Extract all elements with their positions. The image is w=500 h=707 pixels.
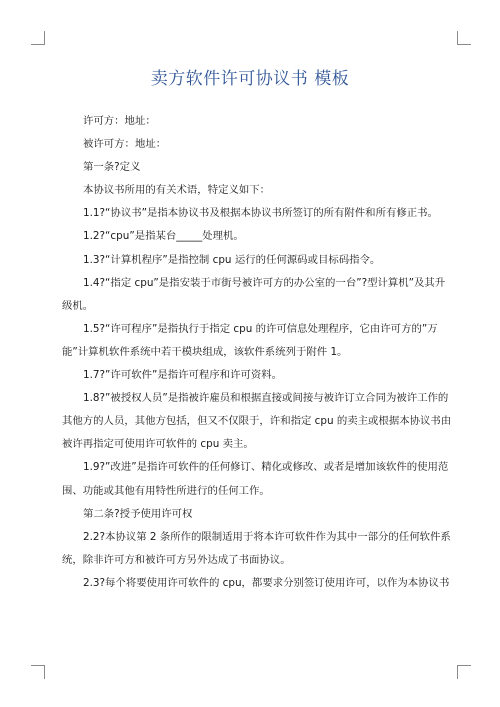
body-line: 级机。 — [62, 299, 94, 312]
document-title: 卖方软件许可协议书 模板 — [150, 69, 350, 89]
body-line: 第一条?定义 — [83, 161, 141, 174]
body-line: 1.7?”许可软件”是指许可程序和许可资料。 — [83, 369, 283, 382]
body-line: 其他方的人员，其他方包括，但又不仅限于，许和指定 cpu 的卖主或根据本协议书由 — [62, 415, 452, 428]
body-line: 1.9?”改进”是指许可软件的任何修订、精化或修改、或者是增加该软件的使用范 — [83, 461, 449, 474]
body-line: 许可方：地址： — [83, 115, 156, 127]
body-line: 被许再指定可使用许可软件的 cpu 卖主。 — [62, 438, 254, 451]
body-line: 1.3?“计算机程序”是指控制 cpu 运行的任何源码或目标码指令。 — [83, 253, 381, 266]
body-line: 统，除非许可方和被许可方另外达成了书面协议。 — [62, 553, 291, 566]
body-line: 本协议书所用的有关术语，特定义如下： — [83, 184, 271, 197]
body-line: 被许可方：地址： — [83, 138, 167, 151]
body-line: 1.4?“指定 cpu”是指安装于市街号被许可方的办公室的一台”?型计算机”及其升 — [83, 276, 446, 289]
body-line: 第二条?授予使用许可权 — [83, 507, 193, 520]
body-line: 1.5?“许可程序”是指执行于指定 cpu 的许可信息处理程序，它由许可方的”万 — [83, 322, 438, 335]
body-line: 能”计算机软件系统中若干模块组成，该软件系统列于附件 1。 — [62, 345, 348, 358]
body-line: 2.2?本协议第 2 条所作的限制适用于将本许可软件作为其中一部分的任何软件系 — [83, 530, 451, 543]
body-line: 1.1?“协议书”是指本协议书及根据本协议书所签订的所有附件和所有修正书。 — [83, 207, 438, 220]
body-line: 1.8?”被授权人员”是指被许雇员和根据直接或间接与被许订立合同为被许工作的 — [83, 392, 449, 405]
crop-mark-top-left — [31, 31, 45, 45]
body-line: 2.3?每个将要使用许可软件的 cpu，都要求分别签订使用许可，以作为本协议书 — [83, 576, 450, 589]
body-line: 1.2?“cpu”是指某台_____处理机。 — [83, 230, 244, 243]
crop-mark-bottom-right — [457, 665, 471, 679]
crop-mark-bottom-left — [31, 665, 45, 679]
body-line: 围、功能或其他有用特性所进行的任何工作。 — [62, 484, 270, 497]
document-body — [62, 110, 452, 595]
crop-mark-top-right — [457, 31, 471, 45]
